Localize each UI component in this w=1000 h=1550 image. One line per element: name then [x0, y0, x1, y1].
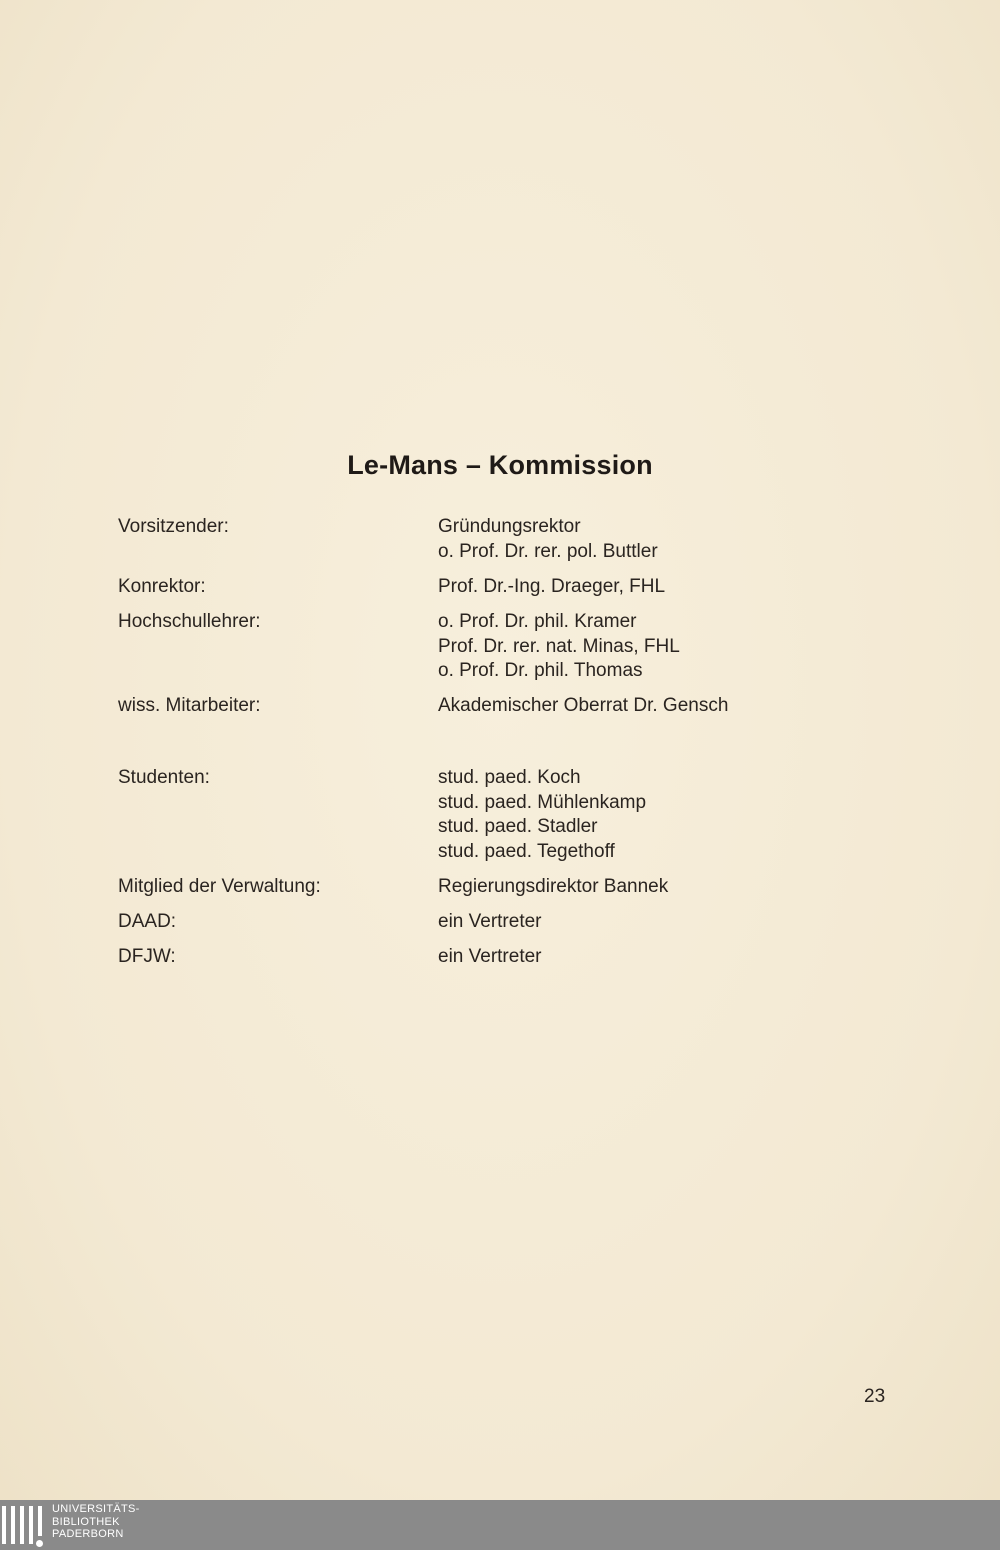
entry-value: ein Vertreter: [438, 911, 542, 932]
entry-value: Gründungsrektor: [438, 516, 581, 537]
entry-values: [438, 910, 542, 935]
entry-label: wiss. Mitarbeiter:: [118, 695, 261, 716]
entry-label: Mitglied der Verwaltung:: [118, 876, 321, 897]
entry-value: stud. paed. Stadler: [438, 816, 598, 837]
logo-line: UNIVERSITÄTS-: [52, 1503, 140, 1515]
entry-values: [438, 610, 680, 684]
library-logo-dot-icon: [36, 1540, 43, 1547]
logo-line: BIBLIOTHEK: [52, 1515, 120, 1528]
entry-label: Vorsitzender:: [118, 516, 229, 537]
entry-value: Prof. Dr. rer. nat. Minas, FHL: [438, 635, 680, 657]
entry-label: DAAD:: [118, 911, 177, 932]
entry-values: [438, 945, 542, 970]
entry-value: stud. paed. Mühlenkamp: [438, 791, 647, 813]
entry-label: Hochschullehrer:: [118, 611, 261, 632]
entry-value: Regierungsdirektor Bannek: [438, 876, 669, 897]
entry-values: [438, 766, 646, 864]
entry-values: [438, 694, 728, 719]
logo-line: PADERBORN: [52, 1528, 124, 1540]
entry-value: stud. paed. Koch: [438, 767, 581, 788]
entry-label: Konrektor:: [118, 576, 206, 597]
entry-value: o. Prof. Dr. rer. pol. Buttler: [438, 540, 658, 562]
library-footer-bar: [0, 1500, 1000, 1550]
entry-value: Prof. Dr.-Ing. Draeger, FHL: [438, 576, 666, 597]
page-number: 23: [864, 1386, 886, 1407]
entry-value: o. Prof. Dr. phil. Thomas: [438, 660, 643, 681]
entry-value: Akademischer Oberrat Dr. Gensch: [438, 695, 729, 716]
entry-values: [438, 515, 658, 564]
entry-label: Studenten:: [118, 767, 210, 788]
entry-value: o. Prof. Dr. phil. Kramer: [438, 611, 637, 632]
library-logo-text: [52, 1503, 140, 1541]
entry-value: stud. paed. Tegethoff: [438, 840, 615, 862]
entry-label: DFJW:: [118, 946, 176, 967]
page-title: Le-Mans – Kommission: [347, 450, 653, 480]
entry-values: [438, 575, 665, 600]
entry-value: ein Vertreter: [438, 946, 542, 967]
entry-values: [438, 875, 668, 900]
library-logo-icon: [2, 1506, 46, 1544]
